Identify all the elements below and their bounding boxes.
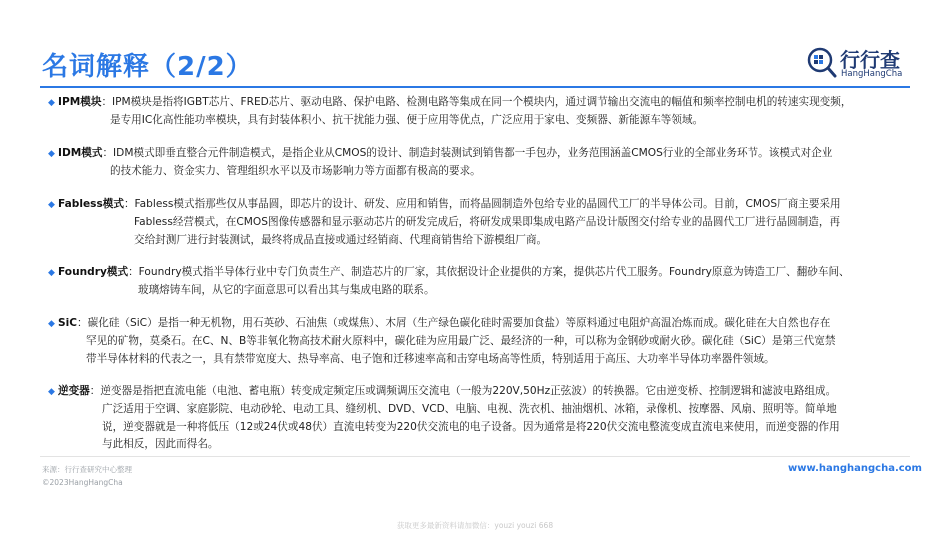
entry-text-line: Fabless经营模式，在CMOS图像传感器和显示驱动芯片的研发完成后，将研发成果即集成电路产品设计版图交付给专业的晶圆代工厂进行晶圆制造，再 — [134, 216, 841, 229]
entry-term: IDM模式 — [58, 147, 103, 159]
entry-text-line: 玻璃熔铸车间，从它的字面意思可以看出其与集成电路的联系。 — [138, 284, 435, 297]
entry-first-line — [48, 315, 914, 333]
entry-term: Fabless模式 — [58, 198, 124, 210]
entry-fabless — [48, 196, 914, 249]
entry-first-line — [48, 196, 914, 214]
entry-text-line: ：逆变器是指把直流电能（电池、蓄电瓶）转变成定频定压或调频调压交流电（一般为220V,50Hz正弦波）的转换器。它由逆变桥、控制逻辑和滤波电路组成。 — [89, 385, 837, 397]
entry-text-line: 广泛适用于空调、家庭影院、电动砂轮、电动工具、缝纫机、DVD、VCD、电脑、电视、洗衣机、抽油烟机、冰箱，录像机、按摩器、风扇、照明等。简单地 — [102, 403, 837, 416]
entry-term: 逆变器 — [58, 385, 90, 397]
entry-term: Foundry模式 — [58, 266, 129, 278]
logo-icon — [806, 46, 838, 80]
footer-divider — [40, 456, 910, 457]
entry-first-line — [48, 264, 914, 282]
title-divider — [40, 86, 910, 88]
entry-text-line: ：Foundry模式指半导体行业中专门负责生产、制造芯片的厂家，其依据设计企业提供的方案，提供芯片代工服务。Foundry原意为铸造工厂、翻砂车间、 — [128, 266, 850, 278]
entry-text-line: ：碳化硅（SiC）是指一种无机物，用石英砂、石油焦（或煤焦）、木屑（生产绿色碳化硅时需要加食盐）等原料通过电阻炉高温冶炼而成。碳化硅在大自然也存在 — [77, 317, 831, 329]
entry-text-line: 的技术能力、资金实力、管理组织水平以及市场影响力等方面都有极高的要求。 — [110, 165, 481, 178]
diamond-bullet-icon: ◆ — [48, 149, 55, 159]
diamond-bullet-icon: ◆ — [48, 268, 55, 278]
diamond-bullet-icon: ◆ — [48, 98, 55, 108]
company-logo — [806, 44, 916, 84]
entry-first-line — [48, 383, 914, 401]
entry-text-line: 带半导体材料的代表之一，具有禁带宽度大、热导率高、电子饱和迁移速率高和击穿电场高等性质，特别适用于高压、大功率半导体功率器件领域。 — [86, 352, 775, 365]
entry-ipm — [48, 94, 914, 130]
entry-term: IPM模块 — [58, 96, 102, 108]
diamond-bullet-icon: ◆ — [48, 200, 55, 210]
entry-text-line: ：Fabless模式指那些仅从事晶圆，即芯片的设计、研发、应用和销售，而将晶圆制造外包给专业的晶圆代工厂的半导体公司。目前，CMOS厂商主要采用 — [123, 198, 841, 210]
diamond-bullet-icon: ◆ — [48, 319, 55, 329]
logo-text: 行行查 — [840, 48, 900, 72]
entry-text-line: 是专用IC化高性能功率模块，具有封装体积小、抗干扰能力强、便于应用等优点，广泛应用于家电、变频器、新能源车等领域。 — [110, 114, 704, 127]
entry-idm — [48, 145, 914, 181]
entry-text-line: 交给封测厂进行封装测试，最终将成品直接或通过经销商、代理商销售给下游模组厂商。 — [134, 233, 548, 246]
watermark-text: 获取更多最新资料请加微信：youzi youzi 668 — [396, 521, 554, 530]
entry-term: SiC — [58, 317, 78, 329]
entry-inverter — [48, 383, 914, 454]
diamond-bullet-icon: ◆ — [48, 387, 55, 397]
page-title: 名词解释（2/2） — [42, 52, 253, 82]
entry-sic — [48, 315, 914, 368]
source-note: 来源：行行查研究中心整理 — [42, 465, 132, 474]
copyright-note: ©2023HangHangCha — [42, 478, 123, 487]
entry-first-line — [48, 145, 914, 163]
entry-foundry — [48, 264, 914, 300]
entry-text-line: ：IPM模块是指将IGBT芯片、FRED芯片、驱动电路、保护电路、检测电路等集成在同一个模块内，通过调节输出交流电的幅值和频率控制电机的转速实现变频， — [101, 96, 852, 108]
entry-text-line: 说，逆变器就是一种将低压（12或24伏或48伏）直流电转变为220伏交流电的电子设备。因为通常是将220伏交流电整流变成直流电来使用，而逆变器的作用 — [102, 420, 840, 433]
entry-text-line: 罕见的矿物，莫桑石。在C、N、B等非氧化物高技术耐火原料中，碳化硅为应用最广泛、最经济的一种，可以称为金钢砂或耐火砂。碳化硅（SiC）是第三代宽禁 — [86, 335, 836, 348]
website-link[interactable]: www.hanghangcha.com — [788, 463, 922, 474]
footer-source — [42, 463, 132, 489]
entry-first-line — [48, 94, 914, 112]
logo-subtitle: HangHangCha — [841, 69, 903, 79]
entry-text-line: ：IDM模式即垂直整合元件制造模式，是指企业从CMOS的设计、制造封装测试到销售都一手包办，业务范围涵盖CMOS行业的全部业务环节。该模式对企业 — [102, 147, 833, 159]
entry-text-line: 与此相反，因此而得名。 — [102, 438, 219, 451]
